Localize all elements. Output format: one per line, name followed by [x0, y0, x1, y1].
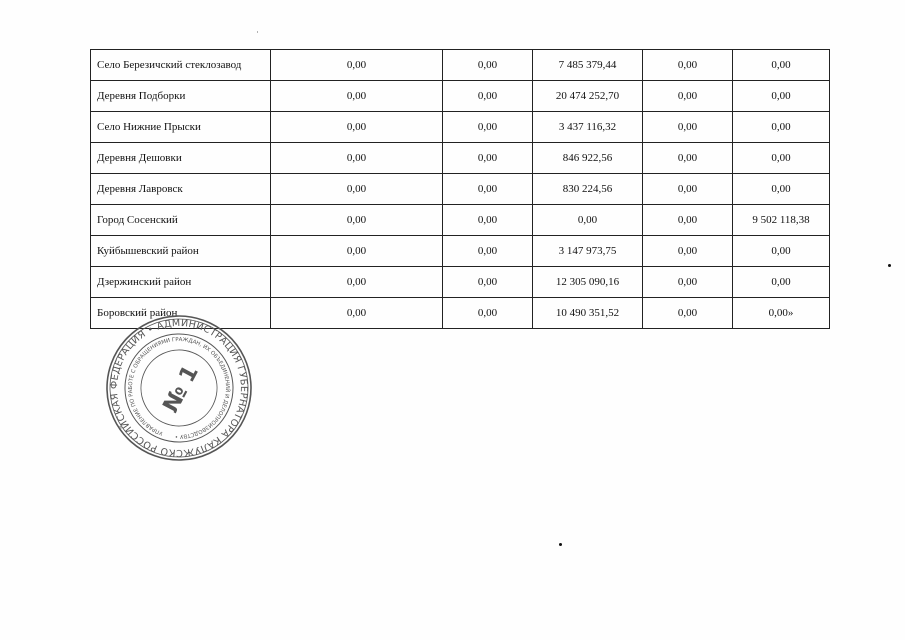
amount-cell: 0,00 [443, 50, 533, 81]
amount-cell: 0,00» [733, 298, 830, 329]
municipality-name: Деревня Подборки [91, 81, 271, 112]
seal-graphic [104, 313, 254, 463]
amount-cell: 0,00 [733, 50, 830, 81]
amount-cell: 0,00 [643, 81, 733, 112]
amount-cell: 0,00 [643, 298, 733, 329]
amount-cell: 0,00 [271, 81, 443, 112]
amount-cell: 0,00 [271, 267, 443, 298]
amount-cell: 0,00 [443, 143, 533, 174]
amount-cell: 0,00 [643, 174, 733, 205]
amount-cell: 0,00 [271, 50, 443, 81]
municipality-name: Село Нижние Прыски [91, 112, 271, 143]
amount-cell: 0,00 [733, 174, 830, 205]
amount-cell: 0,00 [643, 112, 733, 143]
amount-cell: 0,00 [643, 267, 733, 298]
amount-cell: 0,00 [643, 143, 733, 174]
amount-cell: 0,00 [271, 143, 443, 174]
amount-cell: 0,00 [533, 205, 643, 236]
amount-cell: 0,00 [271, 298, 443, 329]
amount-cell: 0,00 [271, 205, 443, 236]
municipality-name: Село Березичский стеклозавод [91, 50, 271, 81]
amount-cell: 0,00 [733, 112, 830, 143]
amount-cell: 0,00 [443, 236, 533, 267]
table-row [91, 143, 830, 174]
amount-cell: 3 147 973,75 [533, 236, 643, 267]
amount-cell: 0,00 [271, 174, 443, 205]
amount-cell: 0,00 [443, 298, 533, 329]
amount-cell: 7 485 379,44 [533, 50, 643, 81]
municipality-name: Дзержинский район [91, 267, 271, 298]
amount-cell: 0,00 [643, 50, 733, 81]
amount-cell: 3 437 116,32 [533, 112, 643, 143]
amount-cell: 9 502 118,38 [733, 205, 830, 236]
scan-speck [257, 31, 258, 33]
table-row [91, 81, 830, 112]
scan-speck [559, 543, 562, 546]
amount-cell: 20 474 252,70 [533, 81, 643, 112]
municipality-name: Деревня Лавровск [91, 174, 271, 205]
amount-cell: 0,00 [443, 112, 533, 143]
seal-inner-text: УПРАВЛЕНИЕ ПО РАБОТЕ С ОБРАЩЕНИЯМИ ГРАЖДАН, ИХ ОБЪЕДИНЕНИЙ И ДЕЛОПРОИЗВОДСТВУ • [127, 336, 231, 440]
scan-speck [888, 264, 891, 267]
seal-outer-text: РОССИЙСКАЯ ФЕДЕРАЦИЯ • АДМИНИСТРАЦИЯ ГУБЕРНАТОРА КАЛУЖСКОЙ [108, 317, 250, 459]
amount-cell: 0,00 [733, 236, 830, 267]
municipality-name: Куйбышевский район [91, 236, 271, 267]
municipality-name: Боровский район [91, 298, 271, 329]
amount-cell: 0,00 [443, 81, 533, 112]
amount-cell: 0,00 [733, 81, 830, 112]
table-row [91, 267, 830, 298]
amount-cell: 10 490 351,52 [533, 298, 643, 329]
amount-cell: 0,00 [443, 174, 533, 205]
table-row [91, 50, 830, 81]
municipality-name: Город Сосенский [91, 205, 271, 236]
amount-cell: 0,00 [271, 112, 443, 143]
amount-cell: 830 224,56 [533, 174, 643, 205]
amount-cell: 0,00 [443, 205, 533, 236]
table-row [91, 205, 830, 236]
amount-cell: 0,00 [643, 236, 733, 267]
amount-cell: 0,00 [733, 143, 830, 174]
table-row [91, 236, 830, 267]
table-row [91, 112, 830, 143]
amount-cell: 0,00 [443, 267, 533, 298]
amount-cell: 0,00 [271, 236, 443, 267]
amount-cell: 846 922,56 [533, 143, 643, 174]
budget-table [90, 49, 830, 329]
official-seal [104, 313, 254, 463]
amount-cell: 0,00 [733, 267, 830, 298]
amount-cell: 12 305 090,16 [533, 267, 643, 298]
table-row [91, 174, 830, 205]
seal-number: № 1 [158, 361, 204, 417]
amount-cell: 0,00 [643, 205, 733, 236]
municipality-name: Деревня Дешовки [91, 143, 271, 174]
